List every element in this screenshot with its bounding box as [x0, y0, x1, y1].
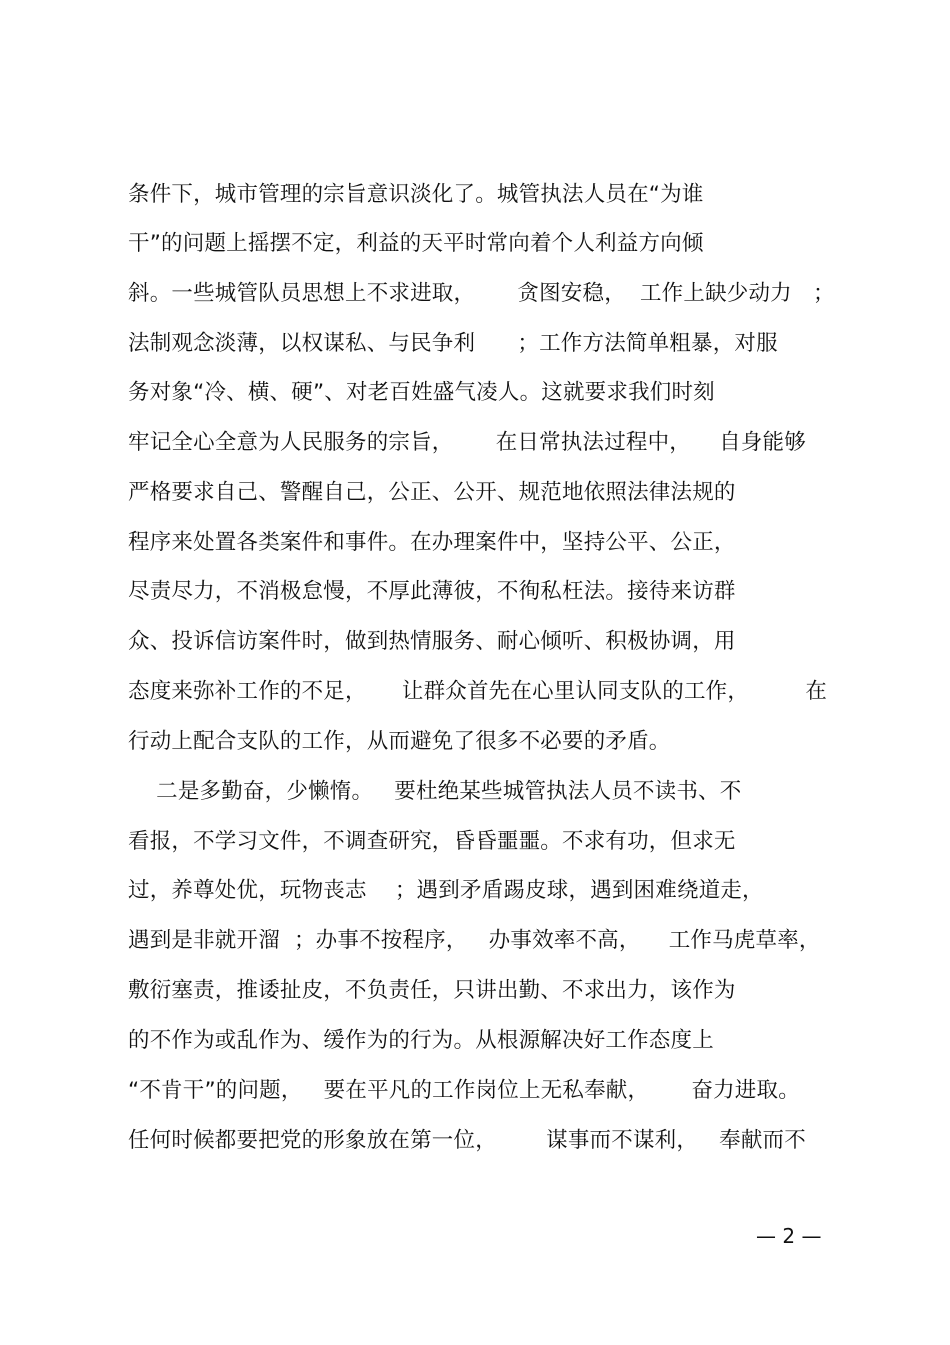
text-line: 严格要求自己、警醒自己，公正、公开、规范地依照法律法规的	[128, 480, 736, 505]
text-line: 遇到是非就开溜 ；办事不按程序， 办事效率不高， 工作马虎草率，	[128, 928, 821, 953]
text-line: 干”的问题上摇摆不定，利益的天平时常向着个人利益方向倾	[128, 231, 704, 256]
text-line: 态度来弥补工作的不足， 让群众首先在心里认同支队的工作， 在	[128, 679, 828, 704]
text-line: “不肯干”的问题， 要在平凡的工作岗位上无私奉献， 奋力进取。	[128, 1078, 800, 1103]
text-line: 务对象“冷、横、硬”、对老百姓盛气凌人。这就要求我们时刻	[128, 380, 715, 405]
text-line: 二是多勤奋，少懒惰。 要杜绝某些城管执法人员不读书、不	[128, 779, 742, 804]
text-line: 的不作为或乱作为、缓作为的行为。从根源解决好工作态度上	[128, 1028, 714, 1053]
text-line: 牢记全心全意为人民服务的宗旨， 在日常执法过程中， 自身能够	[128, 430, 806, 455]
text-line: 法制观念淡薄，以权谋私、与民争利 ；工作方法简单粗暴，对服	[128, 331, 778, 356]
text-line: 过，养尊处优，玩物丧志 ；遇到矛盾踢皮球，遇到困难绕道走，	[128, 878, 764, 903]
text-line: 众、投诉信访案件时，做到热情服务、耐心倾听、积极协调，用	[128, 629, 736, 654]
text-line: 尽责尽力，不消极怠慢，不厚此薄彼，不徇私枉法。接待来访群	[128, 579, 736, 604]
text-line: 任何时候都要把党的形象放在第一位， 谋事而不谋利， 奉献而不	[128, 1128, 806, 1153]
page-number: — 2 —	[756, 1224, 822, 1248]
text-line: 条件下，城市管理的宗旨意识淡化了。城管执法人员在“为谁	[128, 182, 704, 207]
text-line: 程序来处置各类案件和事件。在办理案件中，坚持公平、公正，	[128, 530, 736, 555]
text-line: 看报，不学习文件，不调查研究，昏昏噩噩。不求有功，但求无	[128, 829, 736, 854]
text-line: 行动上配合支队的工作，从而避免了很多不必要的矛盾。	[128, 729, 671, 754]
text-line: 斜。一些城管队员思想上不求进取， 贪图安稳， 工作上缺少动力 ；	[128, 281, 835, 306]
text-line: 敷衍塞责，推诿扯皮，不负责任，只讲出勤、不求出力，该作为	[128, 978, 736, 1003]
